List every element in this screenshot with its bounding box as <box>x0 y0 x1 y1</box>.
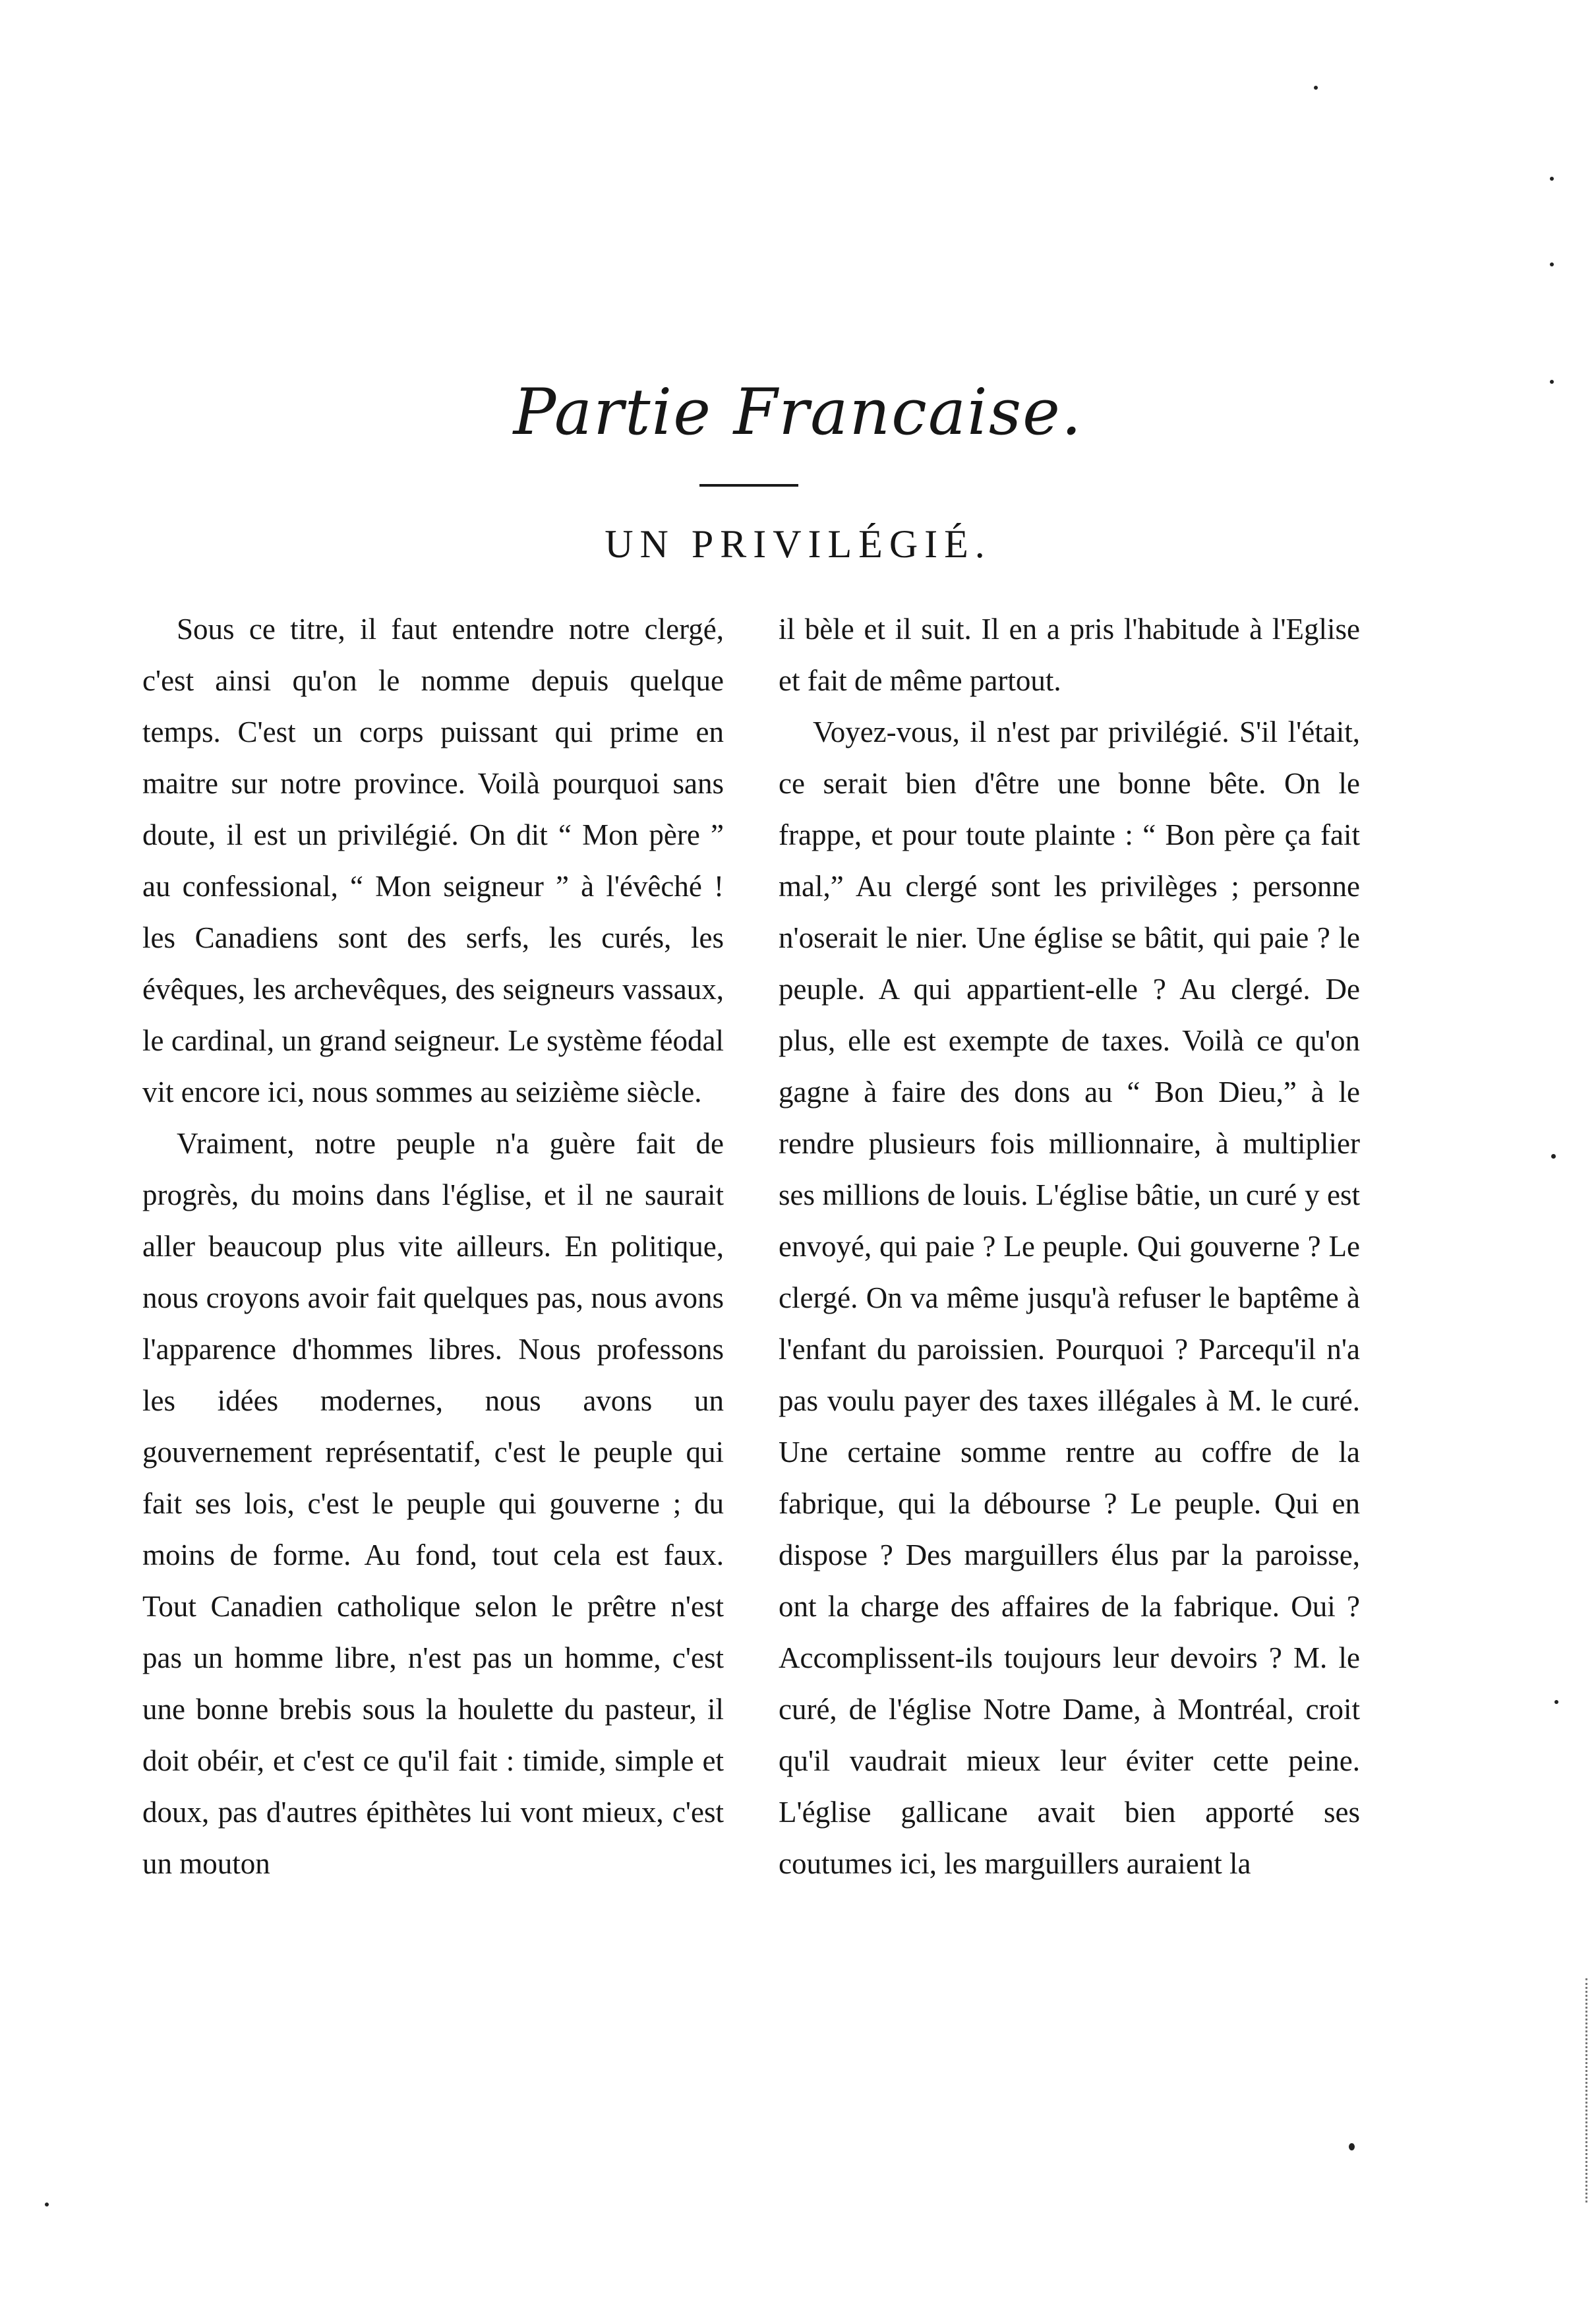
scan-speck <box>45 2203 49 2206</box>
scan-speck <box>1551 1154 1556 1159</box>
left-column <box>142 603 724 1889</box>
paragraph: Voyez-vous, il n'est par privilégié. S'il l'était, ce serait bien d'être une bonne bête. On le frappe, et pour toute plainte : “ Bon père ça fait mal,” Au clergé sont les privilèges ; personne n'oserait le nier. Une église se bâtit, qui paie ? le peuple. A qui appartient-elle ? Au clergé. De plus, elle est exempte de taxes. Voilà ce qu'on gagne à faire des dons au “ Bon Dieu,” à le rendre plusieurs fois millionnaire, à multiplier ses millions de louis. L'église bâtie, un curé y est envoyé, qui paie ? Le peuple. Qui gouverne ? Le clergé. On va même jusqu'à refuser le baptême à l'enfant du paroissien. Pourquoi ? Parcequ'il n'a pas voulu payer des taxes illégales à M. le curé. Une certaine somme rentre au coffre de la fabrique, qui la débourse ? Le peuple. Qui en dispose ? Des marguillers élus par la paroisse, ont la charge des affaires de la fabrique. Oui ? Accomplissent-ils toujours leur devoirs ? M. le curé, de l'église Notre Dame, à Montréal, croit qu'il vaudrait mieux leur éviter cette peine. L'église gallicane avait bien apporté ses coutumes ici, les marguillers auraient la <box>779 715 1360 1880</box>
scan-speck <box>1550 177 1554 181</box>
scan-speck <box>1550 262 1554 266</box>
section-title: Partie Francaise. <box>513 375 1083 449</box>
scan-edge <box>1585 1978 1587 2203</box>
paragraph: il bèle et il suit. Il en a pris l'habitude à l'Eglise et fait de même partout. <box>779 613 1360 697</box>
scan-speck <box>1349 2143 1355 2150</box>
article-title: UN PRIVILÉGIÉ. <box>605 522 991 566</box>
scan-speck <box>1550 380 1554 384</box>
paragraph: Vraiment, notre peuple n'a guère fait de progrès, du moins dans l'église, et il ne saurait aller beaucoup plus vite ailleurs. En politique, nous croyons avoir fait quelques pas, nous avons l'apparence d'hommes libres. Nous professons les idées modernes, nous avons un gouvernement représentatif, c'est le peuple qui fait ses lois, c'est le peuple qui gouverne ; du moins de forme. Au fond, tout cela est faux. Tout Canadien catholique selon le prêtre n'est pas un homme libre, n'est pas un homme, c'est une bonne brebis sous la houlette du pasteur, il doit obéir, et c'est ce qu'il fait : timide, simple et doux, pas d'autres épithètes lui vont mieux, c'est un mouton <box>142 1127 724 1880</box>
paragraph: Sous ce titre, il faut entendre notre clergé, c'est ainsi qu'on le nomme depuis quelque temps. C'est un corps puissant qui prime en maitre sur notre province. Voilà pourquoi sans doute, il est un privilégié. On dit “ Mon père ” au confessional, “ Mon seigneur ” à l'évêché ! les Canadiens sont des serfs, les curés, les évêques, les archevêques, des seigneurs vassaux, le cardinal, un grand seigneur. Le système féodal vit encore ici, nous sommes au seizième siècle. <box>142 613 724 1109</box>
scan-speck <box>1554 1700 1558 1704</box>
title-divider <box>699 484 798 487</box>
scan-speck <box>1314 86 1318 90</box>
right-column <box>779 603 1360 1889</box>
